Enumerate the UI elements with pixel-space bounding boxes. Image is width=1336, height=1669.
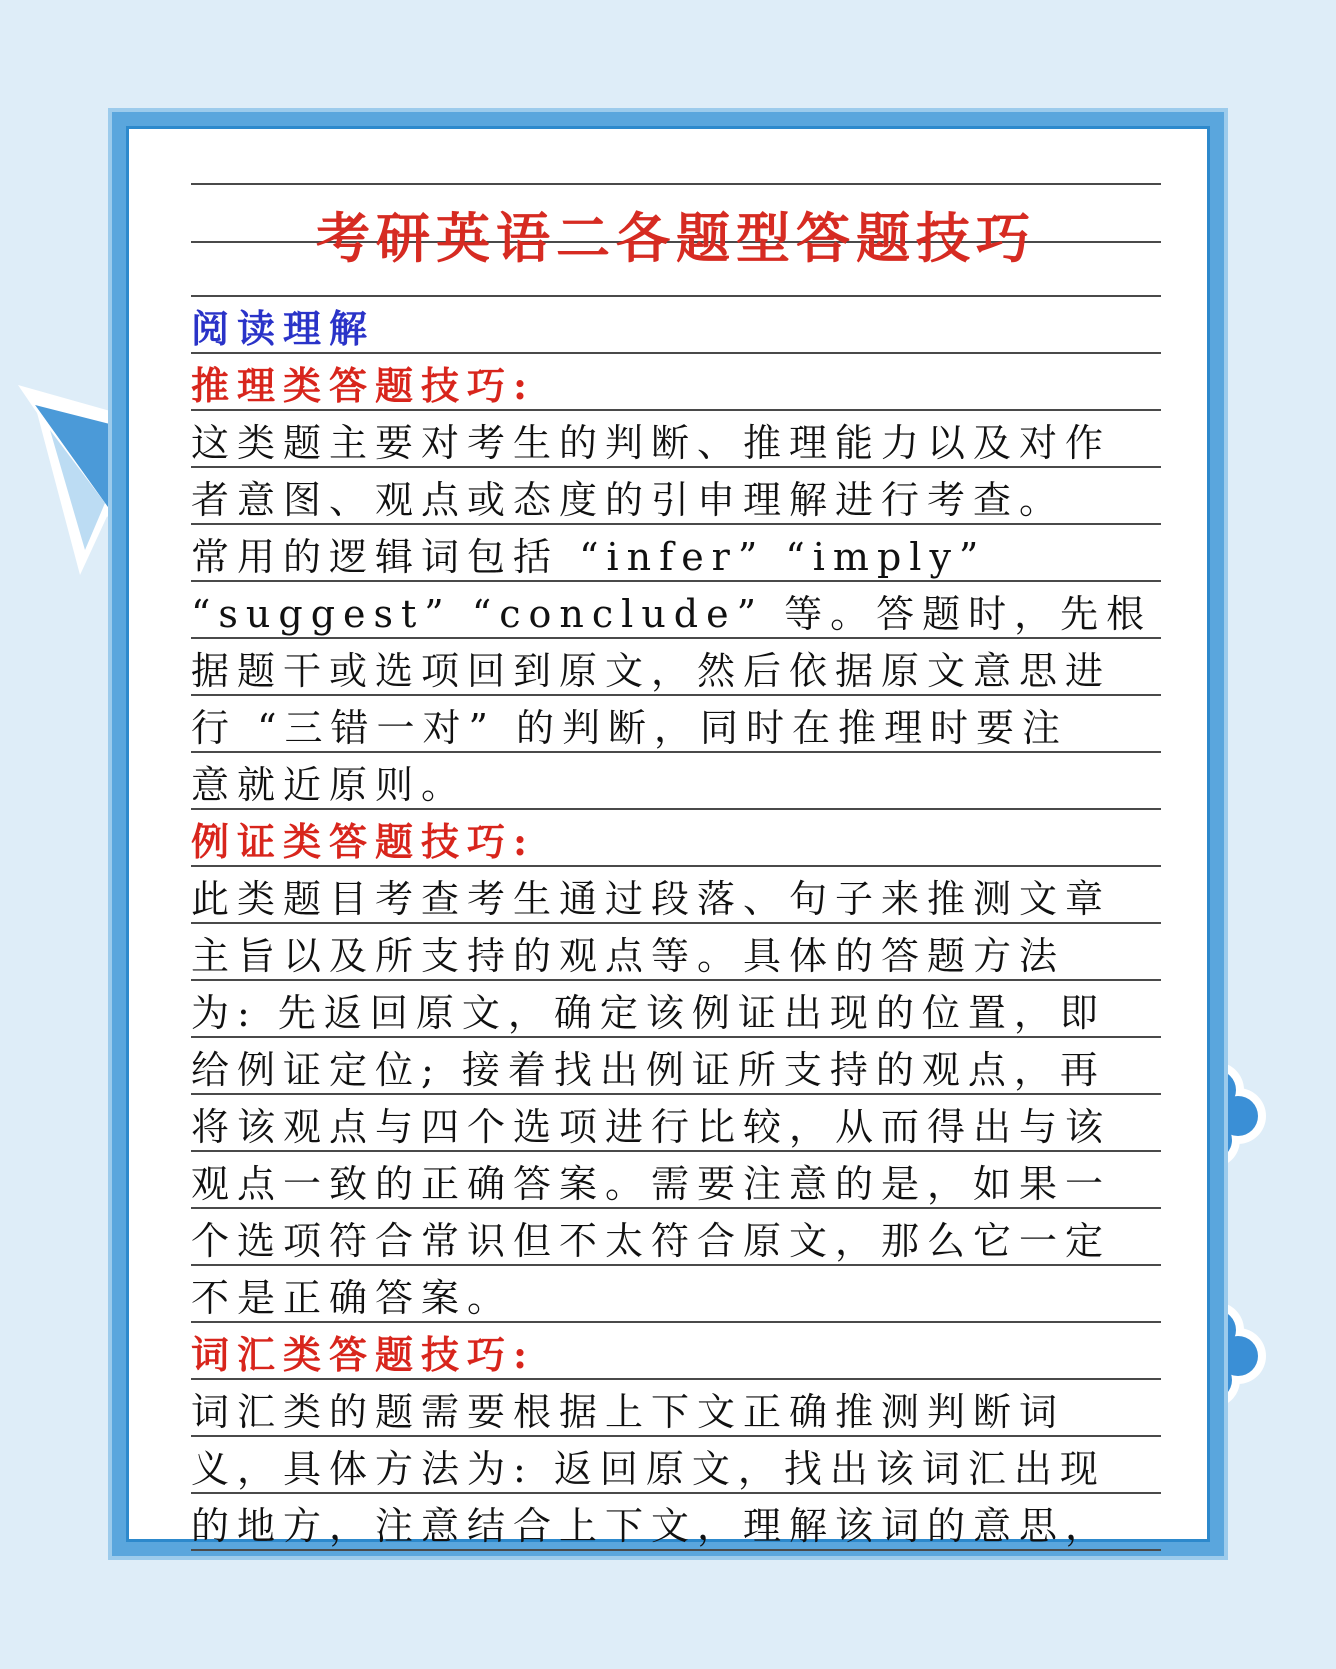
text-line: 意就近原则。 — [191, 753, 1161, 810]
text-line: 将该观点与四个选项进行比较，从而得出与该 — [191, 1095, 1161, 1152]
text-line: 为: 先返回原文，确定该例证出现的位置，即 — [191, 981, 1161, 1038]
top-rule — [191, 165, 1161, 185]
text-line: “suggest” “conclude” 等。答题时，先根 — [191, 582, 1161, 639]
tip-heading: 例证类答题技巧: — [191, 810, 1161, 867]
lined-paper — [126, 126, 1210, 1548]
text-line: 义，具体方法为: 返回原文，找出该词汇出现 — [191, 1437, 1161, 1494]
text-line: 给例证定位; 接着找出例证所支持的观点，再 — [191, 1038, 1161, 1095]
text-line: 行 “三错一对” 的判断，同时在推理时要注 — [191, 696, 1161, 753]
text-line: 的地方，注意结合上下文，理解该词的意思， — [191, 1494, 1161, 1551]
page-frame — [108, 108, 1228, 1560]
text-line: 者意图、观点或态度的引申理解进行考查。 — [191, 468, 1161, 525]
text-line: 据题干或选项回到原文，然后依据原文意思进 — [191, 639, 1161, 696]
text-line: 这类题主要对考生的判断、推理能力以及对作 — [191, 411, 1161, 468]
title-line — [191, 185, 1161, 297]
tip-heading: 词汇类答题技巧: — [191, 1323, 1161, 1380]
tips-content — [191, 354, 1161, 1551]
notes-sheet — [191, 165, 1161, 1551]
tip-heading: 推理类答题技巧: — [191, 354, 1161, 411]
text-line: 词汇类的题需要根据上下文正确推测判断词 — [191, 1380, 1161, 1437]
text-line: 观点一致的正确答案。需要注意的是，如果一 — [191, 1152, 1161, 1209]
text-line: 此类题目考查考生通过段落、句子来推测文章 — [191, 867, 1161, 924]
text-line: 主旨以及所支持的观点等。具体的答题方法 — [191, 924, 1161, 981]
text-line: 不是正确答案。 — [191, 1266, 1161, 1323]
page-title: 考研英语二各题型答题技巧 — [316, 206, 1036, 270]
text-line: 个选项符合常识但不太符合原文，那么它一定 — [191, 1209, 1161, 1266]
text-line: 常用的逻辑词包括 “infer” “imply” — [191, 525, 1161, 582]
section-heading: 阅读理解 — [191, 297, 1161, 354]
